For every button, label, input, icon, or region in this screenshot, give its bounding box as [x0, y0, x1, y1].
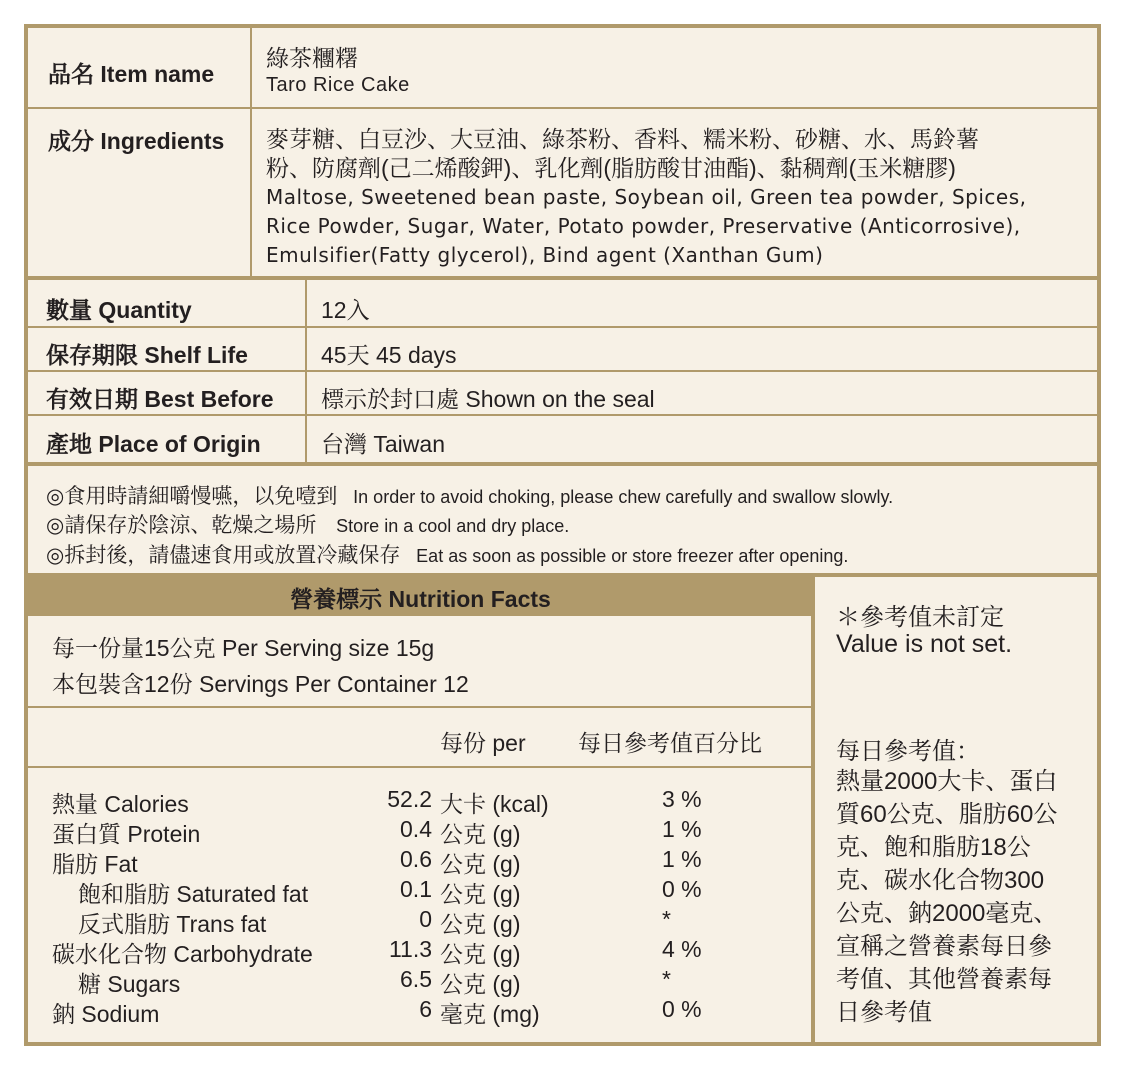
note-1-en: In order to avoid choking, please chew carefully and swallow slowly.: [353, 487, 894, 507]
note-3-zh: ◎拆封後，請儘速食用或放置冷藏保存: [46, 544, 401, 567]
nutrition-side-divider: [811, 576, 815, 1046]
serving-size: 每一份量15公克 Per Serving size 15g: [52, 635, 435, 661]
divider: [28, 276, 1097, 280]
ingredients-en-3: Emulsifier(Fatty glycerol), Bind agent (Xanthan Gum): [266, 243, 824, 267]
divider: [28, 414, 1097, 416]
nutrient-dv: 3 %: [662, 786, 702, 812]
best-before-label: 有效日期 Best Before: [46, 386, 274, 412]
nutrient-name: 脂肪 Fat: [52, 851, 138, 877]
value-not-set-zh: ＊參考值未訂定: [836, 604, 1004, 631]
nutrient-unit: 公克 (g): [440, 911, 521, 937]
item-name-label: 品名 Item name: [48, 61, 215, 87]
note-2-zh: ◎請保存於陰涼、乾燥之場所: [46, 514, 317, 537]
divider: [28, 370, 1097, 372]
ingredients-zh-2: 粉、防腐劑(己二烯酸鉀)、乳化劑(脂肪酸甘油酯)、黏稠劑(玉米糖膠): [266, 155, 956, 181]
nutrient-unit: 公克 (g): [440, 971, 521, 997]
divider: [28, 107, 1097, 109]
ingredients-zh-1: 麥芽糖、白豆沙、大豆油、綠茶粉、香料、糯米粉、砂糖、水、馬鈴薯: [266, 126, 979, 152]
nutrition-row-saturated-fat: [52, 876, 732, 906]
note-2: [46, 509, 569, 539]
divider: [28, 326, 1097, 328]
nutrient-name: 飽和脂肪 Saturated fat: [78, 881, 309, 907]
divider: [28, 766, 813, 768]
nutrition-title: 營養標示 Nutrition Facts: [290, 586, 551, 612]
note-1-zh: ◎食用時請細嚼慢嚥，以免噎到: [46, 485, 338, 508]
best-before-value: 標示於封口處 Shown on the seal: [321, 386, 655, 412]
nutrient-unit: 毫克 (mg): [440, 1001, 540, 1027]
daily-reference-line: 熱量2000大卡、蛋白: [836, 768, 1058, 795]
origin-label: 產地 Place of Origin: [46, 431, 261, 457]
daily-reference-line: 克、碳水化合物300: [836, 867, 1045, 894]
quantity-label: 數量 Quantity: [46, 297, 192, 323]
item-name-zh: 綠茶糰糬: [266, 45, 358, 71]
daily-reference-line: 宣稱之營養素每日參: [836, 933, 1052, 960]
divider: [28, 706, 813, 708]
item-divider: [250, 28, 252, 276]
col-header-dv: 每日參考值百分比: [578, 730, 762, 756]
note-3: [46, 539, 848, 569]
nutrient-amount: 11.3: [388, 936, 432, 962]
nutrition-row-calories: [52, 786, 732, 816]
ingredients-en-1: Maltose, Sweetened bean paste, Soybean oil, Green tea powder, Spices,: [266, 185, 1027, 209]
daily-reference-line: 克、飽和脂肪18公: [836, 834, 1031, 861]
note-1: [46, 480, 893, 510]
nutrition-row-trans-fat: [52, 906, 732, 936]
nutrient-amount: 0.4: [400, 816, 432, 842]
nutrition-row-sodium: [52, 996, 732, 1026]
daily-reference-line: 日參考值: [836, 999, 932, 1026]
product-label: [24, 24, 1101, 1046]
daily-reference-title: 每日參考值：: [836, 738, 980, 765]
col-header-per: 每份 per: [440, 730, 526, 756]
nutrient-dv: 4 %: [662, 936, 702, 962]
nutrient-unit: 公克 (g): [440, 851, 521, 877]
nutrition-row-carbohydrate: [52, 936, 732, 966]
value-not-set-en: Value is not set.: [836, 630, 1013, 658]
nutrient-dv: 1 %: [662, 816, 702, 842]
nutrient-name: 鈉 Sodium: [52, 1001, 160, 1027]
shelf-life-value: 45天 45 days: [321, 342, 457, 368]
origin-value: 台灣 Taiwan: [321, 431, 445, 457]
nutrient-name: 碳水化合物 Carbohydrate: [52, 941, 313, 967]
nutrient-unit: 公克 (g): [440, 821, 521, 847]
nutrient-dv: 1 %: [662, 846, 702, 872]
nutrient-dv: 0 %: [662, 876, 702, 902]
daily-reference-line: 質60公克、脂肪60公: [836, 801, 1058, 828]
item-name-en: Taro Rice Cake: [266, 74, 410, 96]
nutrient-dv: 0 %: [662, 996, 702, 1022]
nutrient-name: 蛋白質 Protein: [52, 821, 201, 847]
nutrient-name: 糖 Sugars: [78, 971, 181, 997]
shelf-life-label: 保存期限 Shelf Life: [46, 342, 248, 368]
nutrition-row-protein: [52, 816, 732, 846]
note-3-en: Eat as soon as possible or store freezer after opening.: [416, 546, 849, 566]
nutrient-amount: 0.6: [400, 846, 432, 872]
nutrient-amount: 6.5: [400, 966, 432, 992]
nutrient-unit: 公克 (g): [440, 941, 521, 967]
nutrient-amount: 0: [419, 906, 432, 932]
quantity-value: 12入: [321, 297, 370, 323]
ingredients-en-2: Rice Powder, Sugar, Water, Potato powder, Preservative (Anticorrosive),: [266, 214, 1021, 238]
daily-reference-line: 公克、鈉2000毫克、: [836, 900, 1058, 927]
nutrient-name: 熱量 Calories: [52, 791, 189, 817]
nutrient-dv: *: [662, 966, 671, 992]
nutrient-dv: *: [662, 906, 671, 932]
note-2-en: Store in a cool and dry place.: [336, 516, 570, 536]
daily-reference-text: [836, 765, 1057, 1029]
servings-per-container: 本包裝含12份 Servings Per Container 12: [52, 671, 469, 697]
nutrient-amount: 6: [419, 996, 432, 1022]
ingredients-label: 成分 Ingredients: [48, 128, 225, 154]
nutrient-amount: 52.2: [387, 786, 432, 812]
divider: [28, 462, 1097, 466]
nutrient-unit: 大卡 (kcal): [440, 791, 549, 817]
nutrient-name: 反式脂肪 Trans fat: [78, 911, 267, 937]
nutrient-amount: 0.1: [400, 876, 432, 902]
daily-reference-line: 考值、其他營養素每: [836, 966, 1052, 993]
nutrient-unit: 公克 (g): [440, 881, 521, 907]
nutrition-row-sugars: [52, 966, 732, 996]
nutrition-row-fat: [52, 846, 732, 876]
